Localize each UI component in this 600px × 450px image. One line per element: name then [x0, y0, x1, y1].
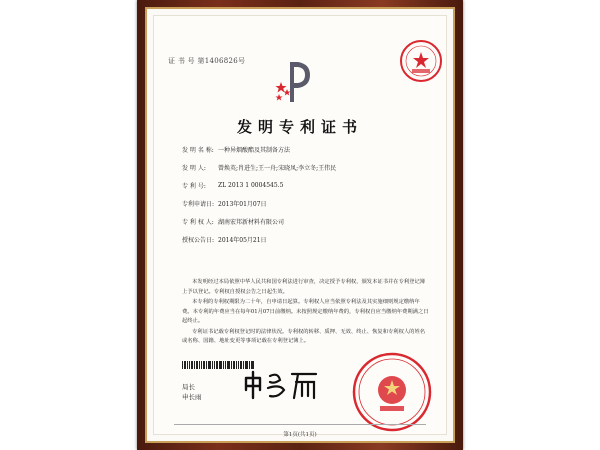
field-value: 一种异烟酸酯及其制备方法: [218, 147, 291, 154]
patent-office-logo: [272, 58, 316, 106]
barcode-bar: [220, 361, 222, 369]
field-value: ZL 2013 1 0004545.5: [218, 182, 284, 189]
barcode-bar: [223, 361, 224, 369]
field-row: [182, 216, 432, 227]
body-paragraph: 专利证书记载专利权登记时的法律状况。专利权的转移、质押、无效、终止、恢复和专利权人的姓名或名称、国籍、地址变更等事项记载在专利登记簿上。: [182, 328, 426, 344]
certificate-serial: 证 书 号 第1406826号: [168, 57, 246, 65]
field-label: 发 明 人:: [182, 165, 206, 172]
barcode-bar: [233, 361, 235, 369]
field-value: 2013年01月07日: [218, 201, 267, 208]
certificate-title: 发明专利证书: [236, 118, 363, 136]
field-row: [182, 198, 432, 209]
field-value: 曾焕英;肖进生;王一舟;宋晓凤;李立冬;王伟民: [218, 165, 337, 172]
barcode-bar: [212, 361, 213, 369]
field-label: 专 利 权 人:: [182, 219, 214, 226]
barcode-bar: [225, 361, 226, 369]
barcode-bar: [194, 361, 195, 369]
field-label: 发 明 名 称:: [182, 147, 214, 154]
page-indicator: 第1页(共1页): [283, 432, 317, 438]
barcode-bar: [199, 361, 200, 369]
director-block: [182, 382, 202, 402]
barcode-bar: [191, 361, 194, 369]
barcode-bar: [231, 361, 232, 369]
barcode-bar: [201, 361, 202, 369]
barcode-bar: [182, 361, 183, 369]
barcode-bar: [238, 361, 239, 369]
field-label: 专利申请日:: [182, 201, 215, 208]
barcode-bar: [189, 361, 190, 369]
barcode-bar: [227, 361, 230, 369]
body-paragraph: 本发明经过本局依照中华人民共和国专利法进行审查，决定授予专利权，颁发本证书并在专利登记簿上予以登记。专利权自授权公告之日起生效。: [182, 279, 426, 295]
field-value: 湖南宏邦新材料有限公司: [218, 219, 285, 226]
barcode-bar: [184, 361, 186, 369]
frame-trim: [145, 7, 455, 443]
director-name: 申长雨: [182, 393, 202, 401]
field-label: 授权公告日:: [182, 237, 215, 244]
field-value: 2014年05月21日: [218, 237, 267, 244]
barcode-bar: [203, 361, 205, 369]
field-row: [182, 162, 432, 173]
certificate-fields: [182, 144, 432, 252]
barcode-bar: [214, 361, 215, 369]
director-title: 局长: [182, 383, 195, 391]
director-signature: [240, 368, 320, 402]
barcode-bar: [236, 361, 237, 369]
field-row: [182, 144, 432, 155]
barcode-bar: [216, 361, 218, 369]
body-paragraph: 本专利的专利权期限为二十年，自申请日起算。专利权人应当依照专利法及其实施细则规定缴纳年费。本专利的年费应当在每年01月07日前缴纳。未按照规定缴纳年费的，专利权自应当缴纳年费期满之日起终止。: [182, 299, 429, 324]
official-seal: [350, 350, 434, 434]
picture-frame: [137, 0, 463, 450]
certificate-paper: [153, 15, 447, 438]
field-label: 专 利 号:: [182, 183, 206, 190]
barcode-bar: [196, 361, 198, 369]
field-row: [182, 234, 432, 245]
certificate-body: [182, 278, 430, 348]
barcode-bar: [187, 361, 188, 369]
footer-rule: [174, 424, 426, 425]
agency-stamp: [398, 38, 444, 84]
barcode-bar: [219, 361, 220, 369]
barcode-bar: [206, 361, 207, 369]
barcode-bar: [208, 361, 211, 369]
field-row: [182, 180, 432, 191]
